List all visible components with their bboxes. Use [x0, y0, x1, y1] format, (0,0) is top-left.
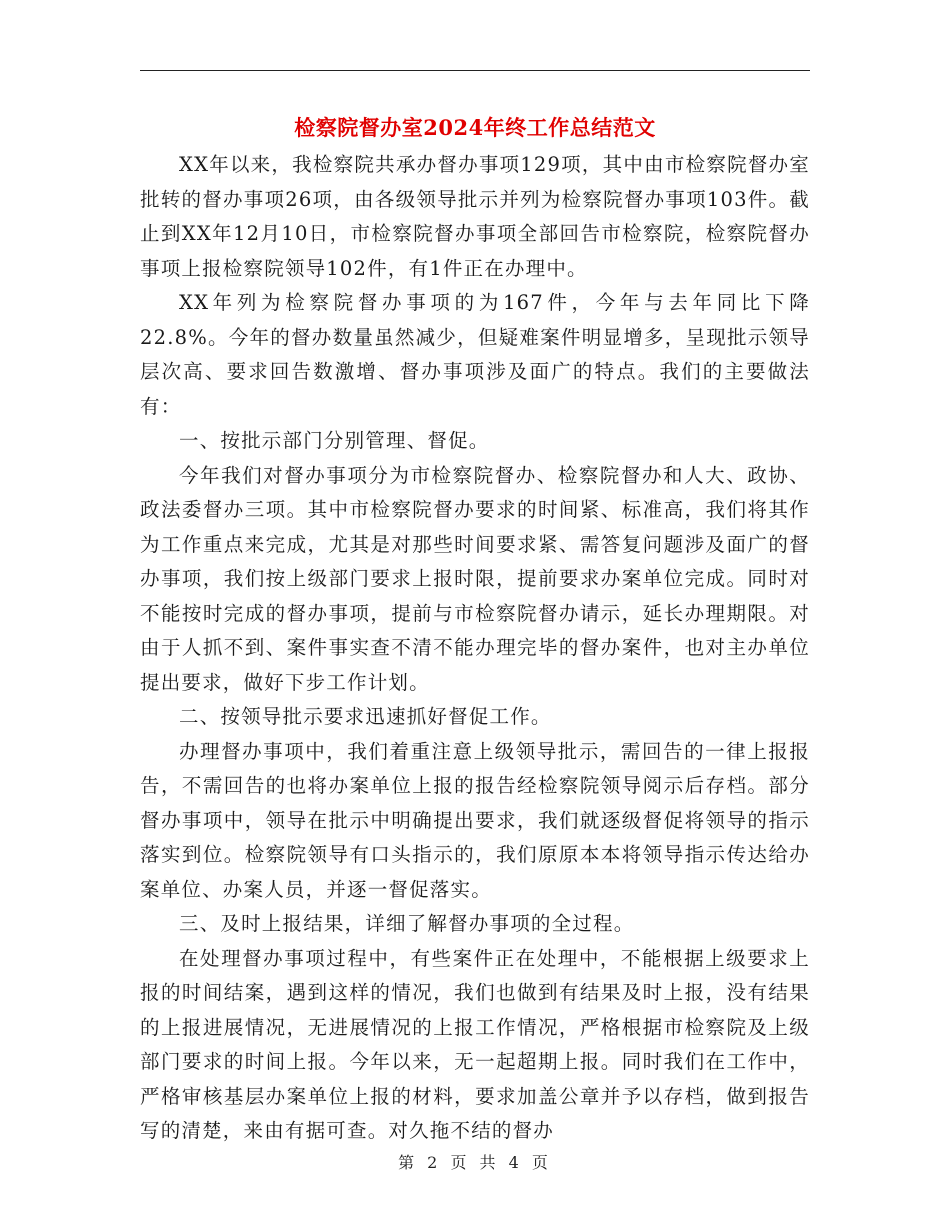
- paragraph: 在处理督办事项过程中，有些案件正在处理中，不能根据上级要求上报的时间结案，遇到这样的情况，我们也做到有结果及时上报，没有结果的上报进展情况，无进展情况的上报工作情况，严格根据市检察院及上级部门要求的时间上报。今年以来，无一起超期上报。同时我们在工作中，严格审核基层办案单位上报的材料，要求加盖公章并予以存档，做到报告写的清楚，来由有据可查。对久拖不结的督办: [140, 946, 810, 1142]
- page-number: 第 2 页 共 4 页: [398, 1153, 552, 1172]
- section-heading: 三、及时上报结果，详细了解督办事项的全过程。: [179, 912, 635, 935]
- section-heading: 二、按领导批示要求迅速抓好督促工作。: [179, 705, 552, 728]
- paragraph: 办理督办事项中，我们着重注意上级领导批示，需回告的一律上报报告，不需回告的也将办案单位上报的报告经检察院领导阅示后存档。部分督办事项中，领导在批示中明确提出要求，我们就逐级督促将领导的指示落实到位。检察院领导有口头指示的，我们原原本本将领导指示传达给办案单位、办案人员，并逐一督促落实。: [140, 739, 810, 901]
- section-heading: 一、按批示部门分别管理、督促。: [179, 429, 490, 452]
- document-body: [140, 148, 810, 1149]
- paragraph: XX年以来，我检察院共承办督办事项129项，其中由市检察院督办室批转的督办事项26项，由各级领导批示并列为检察院督办事项103件。截止到XX年12月10日，市检察院督办事项全部回告市检察院，检察院督办事项上报检察院领导102件，有1件正在办理中。: [140, 153, 810, 280]
- paragraph: 今年我们对督办事项分为市检察院督办、检察院督办和人大、政协、政法委督办三项。其中市检察院督办要求的时间紧、标准高，我们将其作为工作重点来完成，尤其是对那些时间要求紧、需答复问题涉及面广的督办事项，我们按上级部门要求上报时限，提前要求办案单位完成。同时对不能按时完成的督办事项，提前与市检察院督办请示，延长办理期限。对由于人抓不到、案件事实查不清不能办理完毕的督办案件，也对主办单位提出要求，做好下步工作计划。: [140, 463, 810, 694]
- paragraph: XX年列为检察院督办事项的为167件，今年与去年同比下降22.8%。今年的督办数量虽然减少，但疑难案件明显增多，呈现批示领导层次高、要求回告数激增、督办事项涉及面广的特点。我们的主要做法有：: [140, 291, 810, 418]
- header-rule: [140, 70, 810, 71]
- document-title: 检察院督办室2024年终工作总结范文: [294, 115, 656, 140]
